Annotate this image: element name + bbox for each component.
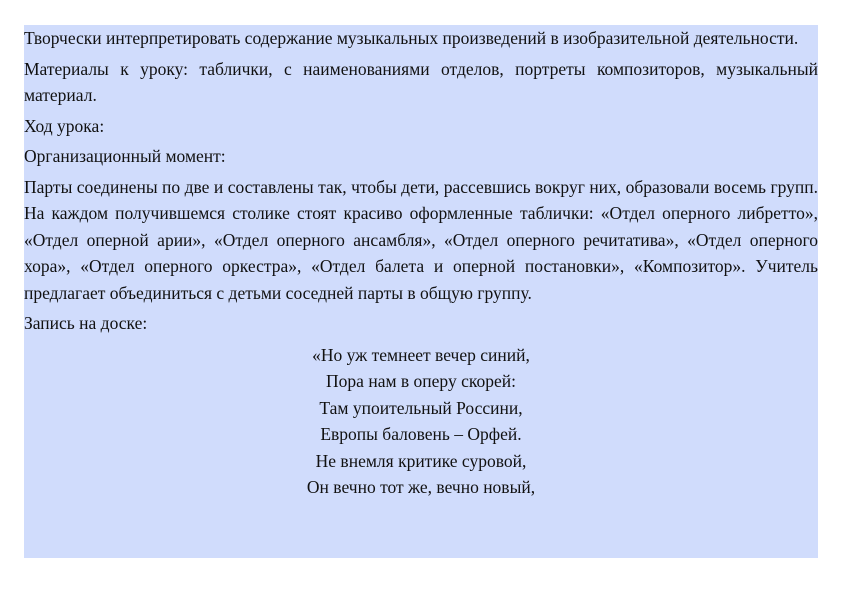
poem-line: Пора нам в оперу скорей: bbox=[326, 371, 516, 391]
paragraph-goal: Творчески интерпретировать содержание музыкальных произведений в изобразительной деятельности. bbox=[24, 28, 799, 48]
poem-line: Там упоительный Россини, bbox=[319, 397, 523, 418]
poem-block bbox=[24, 342, 818, 501]
paragraph-description: Парты соединены по две и составлены так, чтобы дети, рассевшись вокруг них, образовали восемь групп. На каждом получившемся столике стоят красиво оформленные таблички: «Отдел оперного либретто», «Отдел оперной арии», «Отдел оперного ансамбля», «Отдел оперного речитатива», «Отдел оперного хора», «Отдел оперного оркестра», «Отдел балета и оперной постановки», «Композитор». Учитель предлагает объединиться с детьми соседней парты в общую группу. bbox=[24, 176, 818, 303]
poem-line: Не внемля критике суровой, bbox=[315, 450, 527, 471]
poem-line: Европы баловень – Орфей. bbox=[320, 424, 522, 444]
document-page bbox=[24, 25, 818, 558]
paragraph-board-note: Запись на доске: bbox=[24, 313, 148, 333]
poem-line: Он вечно тот же, вечно новый, bbox=[306, 477, 536, 497]
poem-line: «Но уж темнеет вечер синий, bbox=[312, 344, 530, 365]
paragraph-lesson-heading: Ход урока: bbox=[24, 115, 105, 136]
paragraph-organizational-moment: Организационный момент: bbox=[24, 146, 226, 166]
paragraph-materials: Материалы к уроку: таблички, с наименованиями отделов, портреты композиторов, музыкальный материал. bbox=[24, 58, 818, 105]
